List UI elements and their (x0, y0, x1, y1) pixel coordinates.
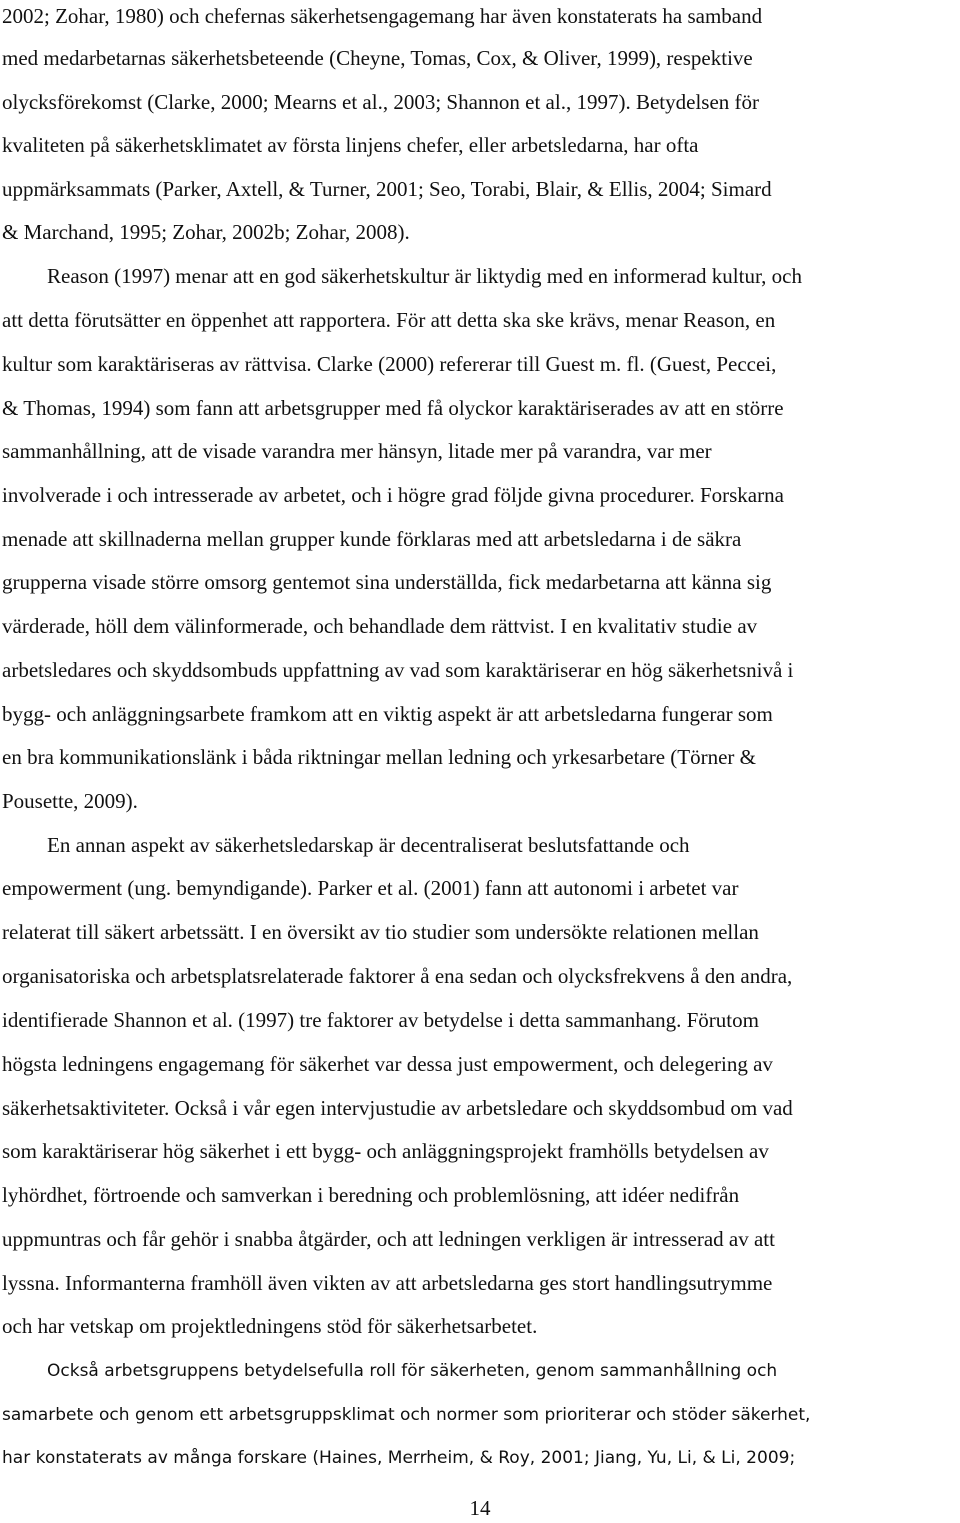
text-line: att detta förutsätter en öppenhet att rapportera. För att detta ska ske krävs, menar Reason, en (2, 308, 776, 332)
text-line: en bra kommunikationslänk i båda riktningar mellan ledning och yrkesarbetare (Törner & (2, 745, 757, 769)
text-line: empowerment (ung. bemyndigande). Parker et al. (2001) fann att autonomi i arbetet var (2, 876, 739, 900)
text-line: identifierade Shannon et al. (1997) tre faktorer av betydelse i detta sammanhang. Förutom (2, 1008, 759, 1032)
text-line: uppmuntras och får gehör i snabba åtgärder, och att ledningen verkligen är intresserad av att (2, 1227, 775, 1251)
text-line: arbetsledares och skyddsombuds uppfattning av vad som karaktäriserar en hög säkerhetsnivå i (2, 658, 794, 682)
paragraph-first-line: Också arbetsgruppens betydelsefulla roll för säkerheten, genom sammanhållning och (47, 1361, 778, 1381)
text-line: Pousette, 2009). (2, 789, 138, 813)
text-line: relaterat till säkert arbetssätt. I en översikt av tio studier som undersökte relationen mellan (2, 920, 759, 944)
text-line: 2002; Zohar, 1980) och chefernas säkerhetsengagemang har även konstaterats ha samband (2, 4, 763, 28)
text-line: & Thomas, 1994) som fann att arbetsgrupper med få olyckor karaktäriserades av att en större (2, 396, 784, 420)
text-line: bygg- och anläggningsarbete framkom att en viktig aspekt är att arbetsledarna fungerar som (2, 702, 773, 726)
paragraph-first-line: Reason (1997) menar att en god säkerhetskultur är liktydig med en informerad kultur, och (47, 264, 802, 288)
text-line: högsta ledningens engagemang för säkerhet var dessa just empowerment, och delegering av (2, 1052, 773, 1076)
text-line: med medarbetarnas säkerhetsbeteende (Cheyne, Tomas, Cox, & Oliver, 1999), respektive (2, 46, 753, 70)
page-number: 14 (469, 1496, 491, 1520)
text-line: har konstaterats av många forskare (Haines, Merrheim, & Roy, 2001; Jiang, Yu, Li, & Li, 2009; (2, 1448, 796, 1468)
text-line: menade att skillnaderna mellan grupper kunde förklaras med att arbetsledarna i de säkra (2, 527, 742, 551)
text-line: olycksförekomst (Clarke, 2000; Mearns et al., 2003; Shannon et al., 1997). Betydelsen för (2, 90, 760, 114)
text-line: som karaktäriserar hög säkerhet i ett bygg- och anläggningsprojekt framhölls betydelsen av (2, 1139, 769, 1163)
text-line: grupperna visade större omsorg gentemot sina underställda, fick medarbetarna att känna sig (2, 570, 772, 594)
text-line: kvaliteten på säkerhetsklimatet av första linjens chefer, eller arbetsledarna, har ofta (2, 133, 699, 157)
text-line: organisatoriska och arbetsplatsrelaterade faktorer å ena sedan och olycksfrekvens å den andra, (2, 964, 793, 988)
text-line: involverade i och intresserade av arbetet, och i högre grad följde givna procedurer. Forskarna (2, 483, 784, 507)
text-line: uppmärksammats (Parker, Axtell, & Turner, 2001; Seo, Torabi, Blair, & Ellis, 2004; Simard (2, 177, 772, 201)
text-line: lyhördhet, förtroende och samverkan i beredning och problemlösning, att idéer nedifrån (2, 1183, 740, 1207)
text-line: säkerhetsaktiviteter. Också i vår egen intervjustudie av arbetsledare och skyddsombud om vad (2, 1096, 793, 1120)
text-line: & Marchand, 1995; Zohar, 2002b; Zohar, 2008). (2, 220, 410, 244)
text-line: lyssna. Informanterna framhöll även vikten av att arbetsledarna ges stort handlingsutrymme (2, 1271, 773, 1295)
text-line: värderade, höll dem välinformerade, och behandlade dem rättvist. I en kvalitativ studie av (2, 614, 758, 638)
text-line: och har vetskap om projektledningens stöd för säkerhetsarbetet. (2, 1314, 538, 1338)
paragraph-first-line: En annan aspekt av säkerhetsledarskap är decentraliserat beslutsfattande och (47, 833, 690, 857)
text-line: samarbete och genom ett arbetsgruppsklimat och normer som prioriterar och stöder säkerhet, (2, 1405, 811, 1425)
text-line: kultur som karaktäriseras av rättvisa. Clarke (2000) refererar till Guest m. fl. (Guest, Peccei, (2, 352, 777, 376)
text-line: sammanhållning, att de visade varandra mer hänsyn, litade mer på varandra, var mer (2, 439, 712, 463)
